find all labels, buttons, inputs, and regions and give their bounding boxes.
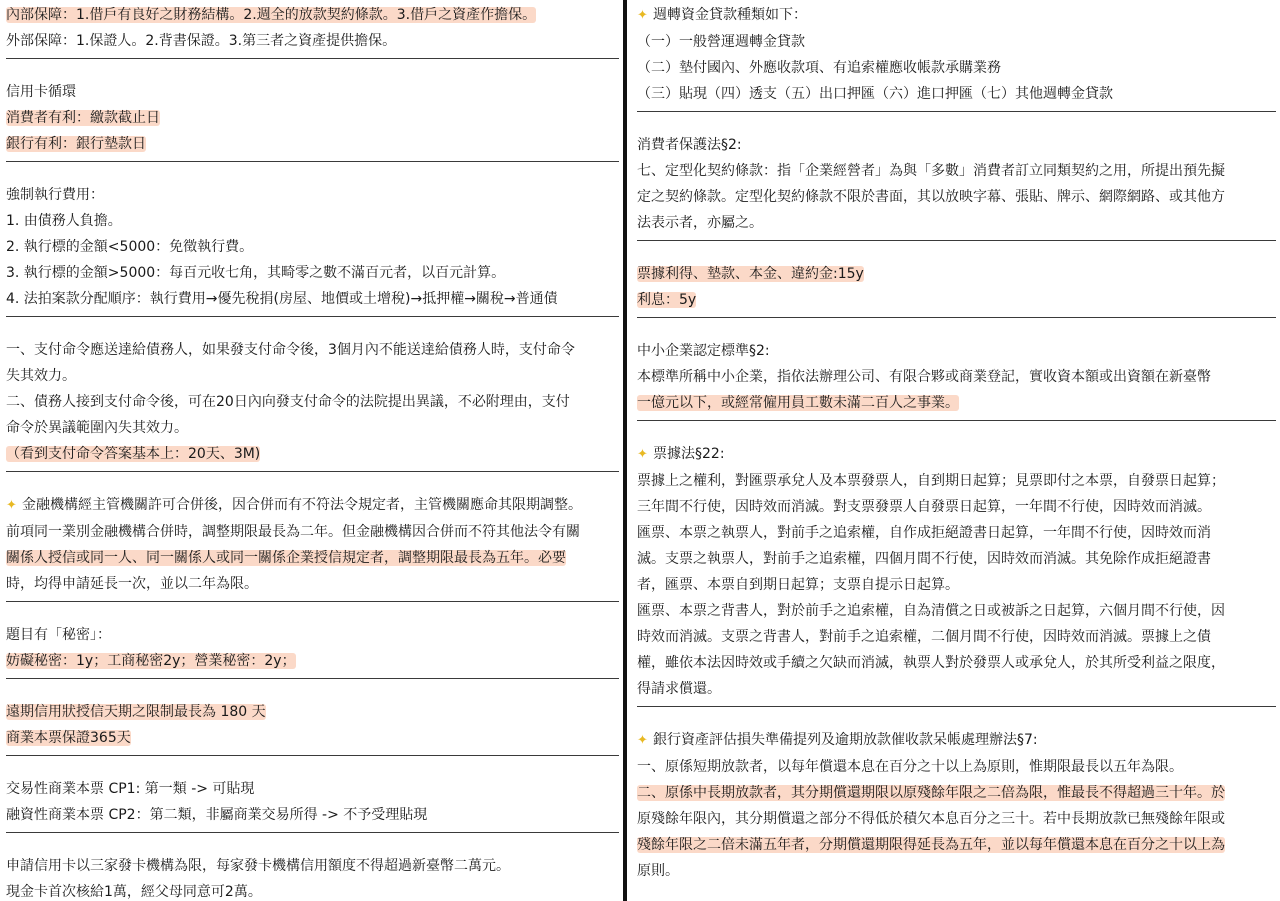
overdue-credit-section <box>6 699 619 776</box>
negotiable-line-6: 匯票、本票之背書人，對於前手之追索權，自為清償之日或被訴之日起算，六個月間不行使，因 <box>637 603 1225 619</box>
section-divider <box>6 601 619 602</box>
cp1-text: 交易性商業本票 CP1: 第一類 -> 可貼現 <box>6 781 255 797</box>
bank-assets-section <box>637 727 1276 892</box>
payment-order-line-3: 二、債務人接到支付命令後，可在20日內向發支付命令的法院提出異議，不必附理由，支付 <box>6 394 570 410</box>
credit-cycle-section <box>6 79 619 182</box>
card-limit-line: 申請信用卡以三家發卡機構為限，每家發卡機構信用額度不得超過新臺幣二萬元。 <box>6 858 510 874</box>
payment-order-line-1: 一、支付命令應送達給債務人，如果發支付命令後，3個月內不能送達給債務人時，支付命令 <box>6 342 575 358</box>
letter-of-credit-limit: 遠期信用狀授信天期之限制最長為 180 天 <box>6 704 266 720</box>
section-divider <box>637 317 1276 318</box>
section-divider <box>637 706 1276 707</box>
working-capital-item-2: （二）墊付國內、外應收款項、有追索權應收帳款承購業務 <box>637 60 1001 76</box>
bank-assets-line-5: 原則。 <box>637 863 679 879</box>
negotiable-line-3: 匯票、本票之執票人，對前手之追索權，自作成拒絕證書日起算，一年間不行使，因時效而消 <box>637 525 1211 541</box>
consumer-protection-section <box>637 132 1276 261</box>
working-capital-section <box>637 2 1276 132</box>
negotiable-instruments-section <box>637 441 1276 727</box>
merger-line-1: 金融機構經主管機關許可合併後，因合併而有不符法令規定者，主管機關應命其限期調整。 <box>22 497 582 513</box>
negotiable-line-4: 滅。支票之執票人，對前手之追索權，四個月間不行使，因時效而消滅。其免除作成拒絕證書 <box>637 551 1211 567</box>
secrets-detail: 妨礙秘密：1y；工商秘密2y；營業秘密：2y； <box>6 653 296 669</box>
section-divider <box>6 755 619 756</box>
bank-favorable-text: 銀行有利：銀行墊款日 <box>6 136 146 152</box>
sparkle-icon: ✦ <box>6 498 17 513</box>
commercial-paper-section <box>6 776 619 853</box>
negotiable-line-5: 者，匯票、本票自到期日起算；支票自提示日起算。 <box>637 577 959 593</box>
cp2-text: 融資性商業本票 CP2：第二類，非屬商業交易所得 -> 不予受理貼現 <box>6 807 428 823</box>
note-claims-period: 票據利得、墊款、本金、違約金:15y <box>637 266 864 282</box>
secrets-title: 題目有「秘密」： <box>6 627 111 643</box>
enforcement-title: 強制執行費用： <box>6 187 104 203</box>
enforcement-item-3: 3. 執行標的金額>5000：每百元收七角，其畸零之數不滿百元者，以百元計算。 <box>6 265 506 281</box>
merger-line-4: 時，均得申請延長一次，並以二年為限。 <box>6 576 258 592</box>
sme-line-1: 本標準所稱中小企業，指依法辦理公司、有限合夥或商業登記，實收資本額或出資額在新臺幣 <box>637 369 1211 385</box>
left-notes-column <box>0 0 623 901</box>
consumer-protection-line-3: 法表示者，亦屬之。 <box>637 215 763 231</box>
working-capital-item-1: （一）一般營運週轉金貸款 <box>637 34 805 50</box>
section-divider <box>6 316 619 317</box>
commercial-paper-guarantee: 商業本票保證365天 <box>6 730 131 746</box>
sme-title: 中小企業認定標準§2: <box>637 343 770 359</box>
section-divider <box>6 58 619 59</box>
section-divider <box>6 678 619 679</box>
enforcement-item-2: 2. 執行標的金額<5000：免徵執行費。 <box>6 239 254 255</box>
merger-line-2: 前項同一業別金融機構合併時，調整期限最長為二年。但金融機構因合併而不符其他法令有關 <box>6 524 580 540</box>
payment-order-summary: （看到支付命令答案基本上：20天、3M) <box>6 446 261 462</box>
secrets-section <box>6 622 619 699</box>
payment-order-section <box>6 337 619 492</box>
credit-card-section <box>6 853 619 901</box>
credit-cycle-title: 信用卡循環 <box>6 84 76 100</box>
consumer-protection-title: 消費者保護法§2: <box>637 137 742 153</box>
negotiable-title: 票據法§22: <box>653 446 725 462</box>
section-divider <box>6 832 619 833</box>
negotiable-line-1: 票據上之權利，對匯票承兌人及本票發票人，自到期日起算；見票即付之本票，自發票日起算； <box>637 473 1225 489</box>
note-interest-section <box>637 261 1276 338</box>
bank-assets-line-3: 原殘餘年限內，其分期償還之部分不得低於積欠本息百分之三十。若中長期放款已無殘餘年限或 <box>637 811 1225 827</box>
working-capital-item-3: （三）貼現（四）透支（五）出口押匯（六）進口押匯（七）其他週轉金貸款 <box>637 86 1113 102</box>
bank-assets-title: 銀行資產評估損失準備提列及逾期放款催收款呆帳處理辦法§7: <box>653 732 1038 748</box>
working-capital-title: 週轉資金貸款種類如下： <box>653 7 807 23</box>
bank-assets-line-4: 殘餘年限之二倍未滿五年者，分期償還期限得延長為五年，並以每年償還本息在百分之十以上為 <box>637 837 1225 853</box>
section-divider <box>637 420 1276 421</box>
column-divider <box>623 0 627 901</box>
negotiable-line-2: 三年間不行使，因時效而消滅。對支票發票人自發票日起算，一年間不行使，因時效而消滅。 <box>637 499 1211 515</box>
section-divider <box>637 111 1276 112</box>
negotiable-line-9: 得請求償還。 <box>637 681 721 697</box>
section-divider <box>637 240 1276 241</box>
negotiable-line-7: 時效而消滅。支票之背書人，對前手之追索權，二個月間不行使，因時效而消滅。票據上之債 <box>637 629 1211 645</box>
sparkle-icon: ✦ <box>637 733 648 748</box>
section-divider <box>6 471 619 472</box>
bank-assets-line-2: 二、原係中長期放款者，其分期償還期限以原殘餘年限之二倍為限，惟最長不得超過三十年。於 <box>637 785 1225 801</box>
merger-section <box>6 492 619 622</box>
sme-section <box>637 338 1276 441</box>
negotiable-line-8: 權，雖依本法因時效或手續之欠缺而消滅，執票人對於發票人或承兌人，於其所受利益之限度， <box>637 655 1225 671</box>
merger-line-3: 關係人授信或同一人、同一關係人或同一關係企業授信規定者，調整期限最長為五年。必要 <box>6 550 566 566</box>
enforcement-item-1: 1. 由債務人負擔。 <box>6 213 122 229</box>
bank-assets-line-1: 一、原係短期放款者，以每年償還本息在百分之十以上為原則，惟期限最長以五年為限。 <box>637 759 1183 775</box>
consumer-protection-line-1: 七、定型化契約條款：指「企業經營者」為與「多數」消費者訂立同類契約之用，所提出預先擬 <box>637 163 1225 179</box>
cash-card-line: 現金卡首次核給1萬，經父母同意可2萬。 <box>6 884 262 900</box>
external-protection-text: 外部保障：1.保證人。2.背書保證。3.第三者之資產提供擔保。 <box>6 33 397 49</box>
sparkle-icon: ✦ <box>637 8 648 23</box>
enforcement-item-4: 4. 法拍案款分配順序：執行費用→優先稅捐(房屋、地價或土增稅)→抵押權→關稅→普通債 <box>6 291 558 307</box>
section-divider <box>6 161 619 162</box>
internal-protection-text: 內部保障：1.借戶有良好之財務結構。2.週全的放款契約條款。3.借戶之資產作擔保。 <box>6 7 537 23</box>
sme-line-2: 一億元以下，或經常僱用員工數未滿二百人之事業。 <box>637 395 959 411</box>
consumer-favorable-text: 消費者有利：繳款截止日 <box>6 110 160 126</box>
payment-order-line-4: 命令於異議範圍內失其效力。 <box>6 420 188 436</box>
payment-order-line-2: 失其效力。 <box>6 368 76 384</box>
right-notes-column <box>630 0 1280 901</box>
interest-period: 利息：5y <box>637 292 697 308</box>
enforcement-fee-section <box>6 182 619 337</box>
loan-protection-section <box>6 2 619 79</box>
consumer-protection-line-2: 定之契約條款。定型化契約條款不限於書面，其以放映字幕、張貼、牌示、網際網路、或其他方 <box>637 189 1225 205</box>
sparkle-icon: ✦ <box>637 447 648 462</box>
